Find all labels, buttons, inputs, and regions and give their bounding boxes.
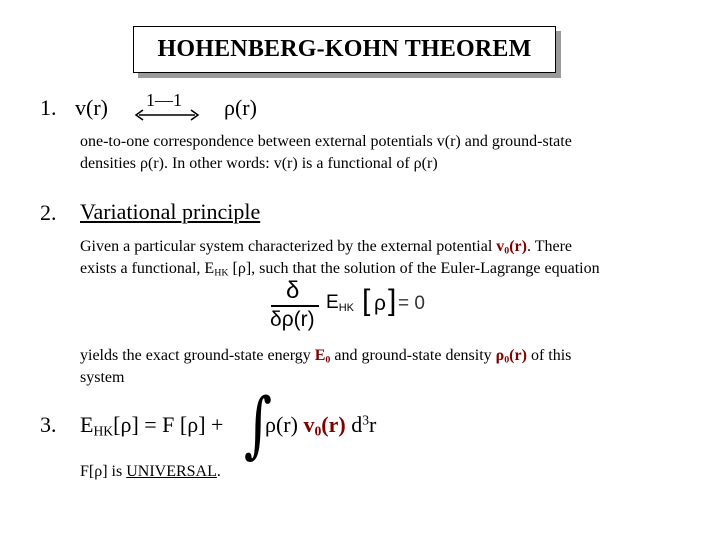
page-title: HOHENBERG-KOHN THEOREM: [157, 36, 532, 62]
equation-bracket-right: ]: [388, 284, 397, 317]
item-1-lhs: v(r): [75, 95, 108, 120]
item-1-number: 1.: [40, 95, 57, 120]
item-1-rhs: ρ(r): [224, 95, 257, 120]
equation-functional: $E_{HK}$: [326, 292, 354, 314]
integral-sign: ∫: [244, 382, 273, 466]
item-2-heading: Variational principle: [80, 199, 261, 224]
item-3-integrand: ρ(r) $v_0(r)$ $d^3r$: [265, 412, 377, 439]
equation-denominator: δρ(r): [270, 308, 315, 331]
item-1-description-line-2: densities ρ(r). In other words: v(r) is a functional of ρ(r): [80, 155, 438, 172]
item-3-number: 3.: [40, 412, 57, 437]
item-3-lhs: $E_{HK}[\rho] = F$ [ρ] +: [80, 412, 224, 439]
item-2-number: 2.: [40, 200, 57, 225]
arrow-label: 1—1: [146, 90, 182, 110]
equation-bracket-left: [: [362, 284, 371, 317]
equation-numerator: δ: [286, 277, 300, 304]
double-arrow-icon: [133, 108, 201, 122]
item-2-paragraph-line-4: system: [80, 369, 125, 386]
item-2-paragraph-line-3: yields the exact ground-state energy $E_0$ and ground-state density $\rho_0(r)$ of this: [80, 347, 572, 366]
equation-equals-zero: = 0: [398, 293, 425, 314]
item-2-paragraph-line-1: Given a particular system characterized by the external potential $v_0(r)$. There: [80, 238, 572, 257]
title-box: [133, 26, 556, 73]
universal-note: F[ρ] is UNIVERSAL.: [80, 463, 221, 480]
item-2-paragraph-line-2: exists a functional, $E_{HK}$ [ρ], such that the solution of the Euler-Lagrange equation: [80, 260, 600, 279]
equation-rho: ρ: [374, 292, 386, 315]
fraction-bar: [271, 305, 319, 307]
item-1-description-line-1: one-to-one correspondence between external potentials v(r) and ground-state: [80, 133, 572, 150]
